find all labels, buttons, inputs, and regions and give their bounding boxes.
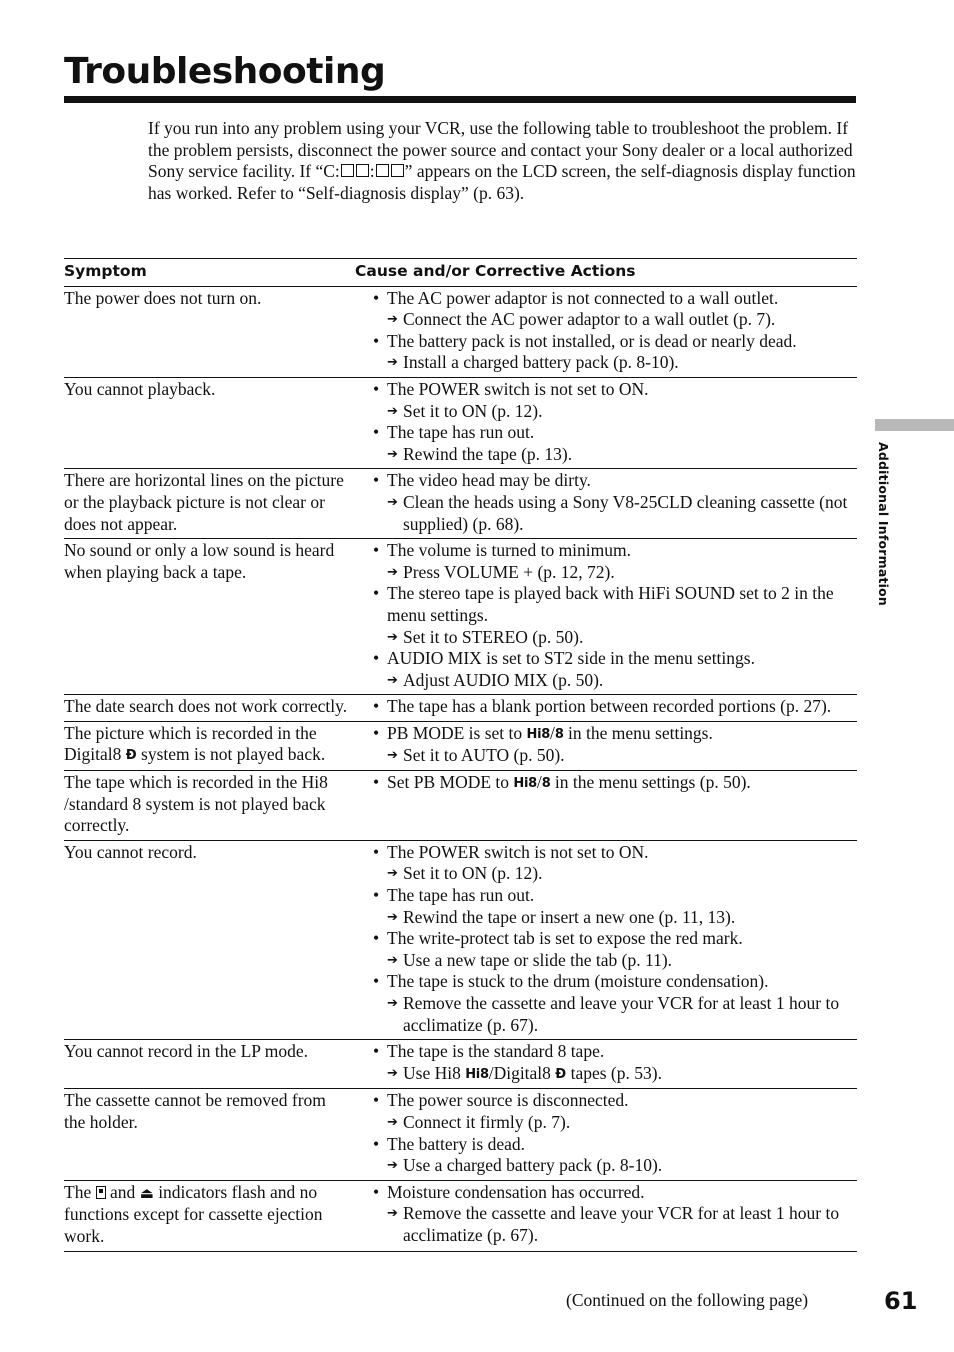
fix-text: Set it to ON (p. 12). bbox=[403, 400, 543, 421]
fix-item bbox=[367, 309, 857, 331]
bullet: • bbox=[373, 928, 380, 949]
table-row bbox=[64, 1040, 857, 1089]
cause-text: The power source is disconnected. bbox=[387, 1090, 629, 1111]
cause-header: Cause and/or Corrective Actions bbox=[354, 259, 857, 287]
cause-text: The battery is dead. bbox=[387, 1133, 526, 1154]
symptom-text: The bbox=[64, 1181, 92, 1202]
fix-text bbox=[403, 1063, 662, 1086]
bullet: • bbox=[373, 378, 380, 399]
fix-item bbox=[367, 444, 857, 466]
arrow-right-icon: ➔ bbox=[387, 866, 398, 882]
fix-text: Set it to ON (p. 12). bbox=[403, 863, 543, 884]
cause-item bbox=[367, 971, 857, 993]
fix-item bbox=[367, 1203, 857, 1246]
fix-text: Install a charged battery pack (p. 8-10). bbox=[403, 352, 679, 373]
bullet: • bbox=[373, 1133, 380, 1154]
table-row bbox=[64, 539, 857, 695]
actions-cell bbox=[354, 1089, 857, 1180]
title-rule bbox=[64, 96, 856, 103]
arrow-right-icon: ➔ bbox=[387, 355, 398, 371]
digital8-logo-icon: Ð bbox=[555, 1066, 567, 1082]
symptom-cell bbox=[64, 1180, 354, 1251]
cause-item bbox=[367, 885, 857, 907]
bullet: • bbox=[373, 885, 380, 906]
cause-item bbox=[367, 1041, 857, 1063]
table-row bbox=[64, 1180, 857, 1251]
fix-text: Rewind the tape (p. 13). bbox=[403, 443, 573, 464]
symptom-text: indicators flash and no functions except for cassette ejection work. bbox=[64, 1181, 323, 1246]
symptom-text: and bbox=[109, 1181, 136, 1202]
arrow-right-icon: ➔ bbox=[387, 909, 398, 925]
fix-item bbox=[367, 670, 857, 692]
bullet: • bbox=[373, 1041, 380, 1062]
cause-text: AUDIO MIX is set to ST2 side in the menu settings. bbox=[387, 648, 755, 669]
fix-item bbox=[367, 1155, 857, 1177]
cause-text: The video head may be dirty. bbox=[387, 470, 591, 491]
box-glyph bbox=[376, 164, 389, 177]
bullet: • bbox=[373, 1181, 380, 1202]
cause-text: The tape has a blank portion between recorded portions (p. 27). bbox=[387, 696, 832, 717]
fix-text-part: Use Hi8 bbox=[403, 1062, 461, 1083]
cause-item bbox=[367, 470, 857, 492]
bullet: • bbox=[373, 971, 380, 992]
symptom-cell: You cannot record in the LP mode. bbox=[64, 1040, 354, 1089]
fix-text-part: tapes (p. 53). bbox=[570, 1062, 662, 1083]
fix-text: Rewind the tape or insert a new one (p. 11, 13). bbox=[403, 906, 736, 927]
fix-item bbox=[367, 950, 857, 972]
continued-note: (Continued on the following page) bbox=[566, 1290, 809, 1310]
cause-item bbox=[367, 648, 857, 670]
arrow-right-icon: ➔ bbox=[387, 446, 398, 462]
symptom-text: The picture which is recorded in the Digital8 bbox=[64, 722, 317, 765]
arrow-right-icon: ➔ bbox=[387, 494, 398, 510]
arrow-right-icon: ➔ bbox=[387, 748, 398, 764]
cause-item bbox=[367, 842, 857, 864]
table-row bbox=[64, 771, 857, 841]
actions-cell bbox=[354, 377, 857, 468]
actions-cell bbox=[354, 469, 857, 539]
fix-text: Clean the heads using a Sony V8-25CLD cleaning cassette (not supplied) (p. 68). bbox=[403, 491, 848, 534]
fix-text: Remove the cassette and leave your VCR for at least 1 hour to acclimatize (p. 67). bbox=[403, 993, 840, 1035]
actions-cell bbox=[354, 771, 857, 841]
symptom-cell bbox=[64, 721, 354, 770]
hi8-logo-icon: Hi8 bbox=[513, 776, 537, 792]
actions-cell bbox=[354, 840, 857, 1039]
troubleshooting-table bbox=[64, 258, 857, 1252]
fix-item bbox=[367, 907, 857, 929]
table-row bbox=[64, 695, 857, 722]
cause-text: The volume is turned to minimum. bbox=[387, 540, 632, 561]
cause-text bbox=[387, 723, 713, 746]
actions-cell bbox=[354, 1040, 857, 1089]
symptom-cell: No sound or only a low sound is heard when playing back a tape. bbox=[64, 539, 354, 695]
symptom-cell: There are horizontal lines on the picture or the playback picture is not clear or does not appear. bbox=[64, 469, 354, 539]
section-label: Additional Information bbox=[876, 442, 891, 607]
arrow-right-icon: ➔ bbox=[387, 403, 398, 419]
arrow-right-icon: ➔ bbox=[387, 672, 398, 688]
slash: / bbox=[550, 722, 555, 743]
arrow-right-icon: ➔ bbox=[387, 312, 398, 328]
actions-cell bbox=[354, 1180, 857, 1251]
cause-text: The tape is the standard 8 tape. bbox=[387, 1041, 605, 1062]
fix-item bbox=[367, 401, 857, 423]
fix-item bbox=[367, 492, 857, 535]
cause-text: The tape has run out. bbox=[387, 422, 535, 443]
table-row bbox=[64, 721, 857, 770]
fix-text: Connect it firmly (p. 7). bbox=[403, 1111, 571, 1132]
fix-text: Press VOLUME + (p. 12, 72). bbox=[403, 561, 615, 582]
cause-text: The AC power adaptor is not connected to a wall outlet. bbox=[387, 287, 779, 308]
actions-cell bbox=[354, 286, 857, 377]
cause-item bbox=[367, 583, 857, 626]
slash: / bbox=[536, 772, 542, 793]
symptom-cell: The cassette cannot be removed from the holder. bbox=[64, 1089, 354, 1180]
table-row bbox=[64, 286, 857, 377]
cause-text-part: in the menu settings. bbox=[568, 722, 713, 743]
box-glyph bbox=[341, 164, 354, 177]
bullet: • bbox=[373, 841, 380, 862]
symptom-cell: The power does not turn on. bbox=[64, 286, 354, 377]
arrow-right-icon: ➔ bbox=[387, 629, 398, 645]
fix-text: Use a charged battery pack (p. 8-10). bbox=[403, 1155, 663, 1176]
table-row bbox=[64, 1089, 857, 1180]
box-glyph bbox=[391, 164, 404, 177]
standard8-logo-icon: 8 bbox=[554, 726, 564, 742]
fix-text: Use a new tape or slide the tab (p. 11). bbox=[403, 949, 673, 970]
fix-text-part: /Digital8 bbox=[488, 1062, 551, 1083]
fix-text: Set it to STEREO (p. 50). bbox=[403, 626, 584, 647]
fix-item bbox=[367, 627, 857, 649]
actions-cell bbox=[354, 539, 857, 695]
bullet: • bbox=[373, 470, 380, 491]
cause-item bbox=[367, 696, 857, 718]
fix-item bbox=[367, 562, 857, 584]
fix-text: Adjust AUDIO MIX (p. 50). bbox=[403, 669, 604, 690]
table-header-row bbox=[64, 259, 857, 287]
cause-item bbox=[367, 422, 857, 444]
bullet: • bbox=[373, 583, 380, 604]
cassette-indicator-icon bbox=[96, 1186, 106, 1199]
hi8-logo-icon: Hi8 bbox=[526, 726, 551, 742]
bullet: • bbox=[373, 696, 380, 717]
cause-text-part: Set PB MODE to bbox=[387, 772, 510, 793]
bullet: • bbox=[373, 722, 380, 743]
cause-item bbox=[367, 331, 857, 353]
arrow-right-icon: ➔ bbox=[387, 564, 398, 580]
intro-paragraph bbox=[148, 118, 860, 204]
cause-text: The stereo tape is played back with HiFi SOUND set to 2 in the menu settings. bbox=[387, 583, 834, 625]
symptom-cell: The tape which is recorded in the Hi8 /standard 8 system is not played back correctly. bbox=[64, 771, 354, 841]
bullet: • bbox=[373, 1090, 380, 1111]
table-row bbox=[64, 377, 857, 468]
fix-item bbox=[367, 1063, 857, 1086]
page-title: Troubleshooting bbox=[64, 51, 386, 92]
cause-text: The tape is stuck to the drum (moisture condensation). bbox=[387, 971, 769, 992]
fix-text: Connect the AC power adaptor to a wall outlet (p. 7). bbox=[403, 309, 776, 330]
cause-item bbox=[367, 288, 857, 310]
symptom-cell: The date search does not work correctly. bbox=[64, 695, 354, 722]
fix-item bbox=[367, 863, 857, 885]
table-row bbox=[64, 469, 857, 539]
cause-text: The tape has run out. bbox=[387, 885, 535, 906]
fix-text: Set it to AUTO (p. 50). bbox=[403, 745, 565, 766]
cause-text: Moisture condensation has occurred. bbox=[387, 1181, 645, 1202]
arrow-right-icon: ➔ bbox=[387, 1206, 398, 1222]
cause-item bbox=[367, 772, 857, 795]
fix-item bbox=[367, 1112, 857, 1134]
bullet: • bbox=[373, 287, 380, 308]
bullet: • bbox=[373, 540, 380, 561]
cause-item bbox=[367, 1090, 857, 1112]
cause-item bbox=[367, 928, 857, 950]
fix-item bbox=[367, 993, 857, 1036]
symptom-text: system is not played back. bbox=[141, 744, 326, 765]
bullet: • bbox=[373, 330, 380, 351]
cause-text: The POWER switch is not set to ON. bbox=[387, 378, 649, 399]
cause-item bbox=[367, 723, 857, 746]
intro-text-1: If you run into any problem using your VCR, use the following table to troubleshoot the problem. If the problem persists, disconnect the power source and contact your Sony dealer or a local authorized Sony service facility. If “C: bbox=[148, 118, 853, 182]
cause-item bbox=[367, 1134, 857, 1156]
cause-item bbox=[367, 1182, 857, 1204]
actions-cell bbox=[354, 695, 857, 722]
bullet: • bbox=[373, 648, 380, 669]
cause-item bbox=[367, 379, 857, 401]
arrow-right-icon: ➔ bbox=[387, 1158, 398, 1174]
digital8-logo-icon: Ð bbox=[125, 748, 137, 764]
arrow-right-icon: ➔ bbox=[387, 1114, 398, 1130]
box-glyph bbox=[356, 164, 369, 177]
table-row bbox=[64, 840, 857, 1039]
page-number: 61 bbox=[884, 1287, 918, 1315]
symptom-cell: You cannot record. bbox=[64, 840, 354, 1039]
fix-text: Remove the cassette and leave your VCR for at least 1 hour to acclimatize (p. 67). bbox=[403, 1203, 840, 1245]
cause-item bbox=[367, 540, 857, 562]
arrow-right-icon: ➔ bbox=[387, 1065, 398, 1081]
arrow-right-icon: ➔ bbox=[387, 996, 398, 1011]
bullet: • bbox=[373, 772, 380, 793]
eject-icon: ⏏ bbox=[139, 1183, 154, 1202]
cause-text: The write-protect tab is set to expose the red mark. bbox=[387, 928, 743, 949]
intro-separator: : bbox=[369, 161, 375, 182]
standard8-logo-icon: 8 bbox=[541, 776, 551, 792]
bullet: • bbox=[373, 422, 380, 443]
fix-item bbox=[367, 745, 857, 767]
arrow-right-icon: ➔ bbox=[387, 952, 398, 968]
cause-text: The POWER switch is not set to ON. bbox=[387, 841, 649, 862]
actions-cell bbox=[354, 721, 857, 770]
cause-text bbox=[387, 772, 751, 795]
cause-text-part: in the menu settings (p. 50). bbox=[554, 772, 751, 793]
section-tab bbox=[875, 419, 954, 431]
intro-text-2: ” appears on the LCD screen, the self-diagnosis display function has worked. Refer to “Self-diagnosis display” (p. 63). bbox=[148, 161, 856, 203]
cause-text-part: PB MODE is set to bbox=[387, 722, 523, 743]
cause-text: The battery pack is not installed, or is dead or nearly dead. bbox=[387, 330, 797, 351]
symptom-cell: You cannot playback. bbox=[64, 377, 354, 468]
hi8-logo-icon: Hi8 bbox=[465, 1066, 489, 1082]
fix-item bbox=[367, 352, 857, 374]
symptom-header: Symptom bbox=[64, 259, 354, 287]
